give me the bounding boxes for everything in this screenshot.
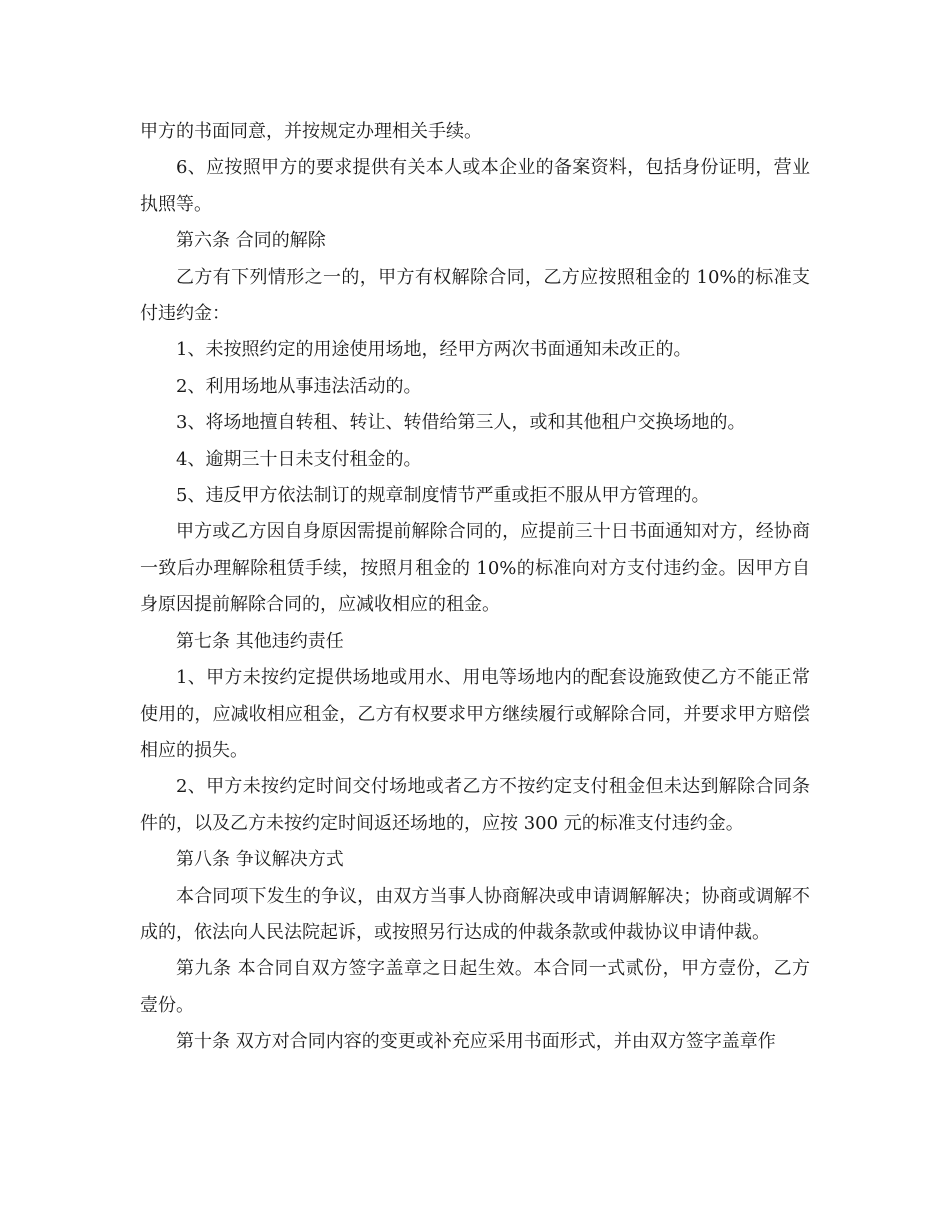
section-heading: 第七条 其他违约责任 [176,630,344,652]
paragraph: 乙方有下列情形之一的，甲方有权解除合同，乙方应按照租金的 10%的标准支付违约金： [140,266,810,325]
paragraph: 6、应按照甲方的要求提供有关本人或本企业的备案资料，包括身份证明，营业执照等。 [140,157,810,215]
section-heading: 第六条 合同的解除 [176,230,326,252]
list-item: 1、甲方未按约定提供场地或用水、用电等场地内的配套设施致使乙方不能正常使用的，应减收相应租金，乙方有权要求甲方继续履行或解除合同，并要求甲方赔偿相应的损失。 [140,667,810,761]
list-item: 3、将场地擅自转租、转让、转借给第三人，或和其他租户交换场地的。 [176,412,746,434]
list-item: 1、未按照约定的用途使用场地，经甲方两次书面通知未改正的。 [176,339,692,361]
paragraph: 第九条 本合同自双方签字盖章之日起生效。本合同一式贰份，甲方壹份，乙方壹份。 [140,958,810,1016]
list-item: 2、利用场地从事违法活动的。 [176,375,422,397]
list-item: 2、甲方未按约定时间交付场地或者乙方不按约定支付租金但未达到解除合同条件的，以及乙方未按约定时间返还场地的，应按 300 元的标准支付违约金。 [140,776,810,834]
paragraph: 甲方或乙方因自身原因需提前解除合同的，应提前三十日书面通知对方，经协商一致后办理解除租赁手续，按照月租金的 10%的标准向对方支付违约金。因甲方自身原因提前解除合同的，应减收相应的租金。 [140,521,810,616]
list-item: 5、违反甲方依法制订的规章制度情节严重或拒不服从甲方管理的。 [176,485,710,507]
section-heading: 第八条 争议解决方式 [176,849,344,871]
document-body [140,114,810,1061]
list-item: 4、逾期三十日未支付租金的。 [176,448,422,470]
paragraph: 本合同项下发生的争议，由双方当事人协商解决或申请调解解决；协商或调解不成的，依法向人民法院起诉，或按照另行达成的仲裁条款或仲裁协议申请仲裁。 [140,885,810,943]
paragraph: 甲方的书面同意，并按规定办理相关手续。 [140,121,482,142]
paragraph: 第十条 双方对合同内容的变更或补充应采用书面形式，并由双方签字盖章作 [176,1031,776,1053]
